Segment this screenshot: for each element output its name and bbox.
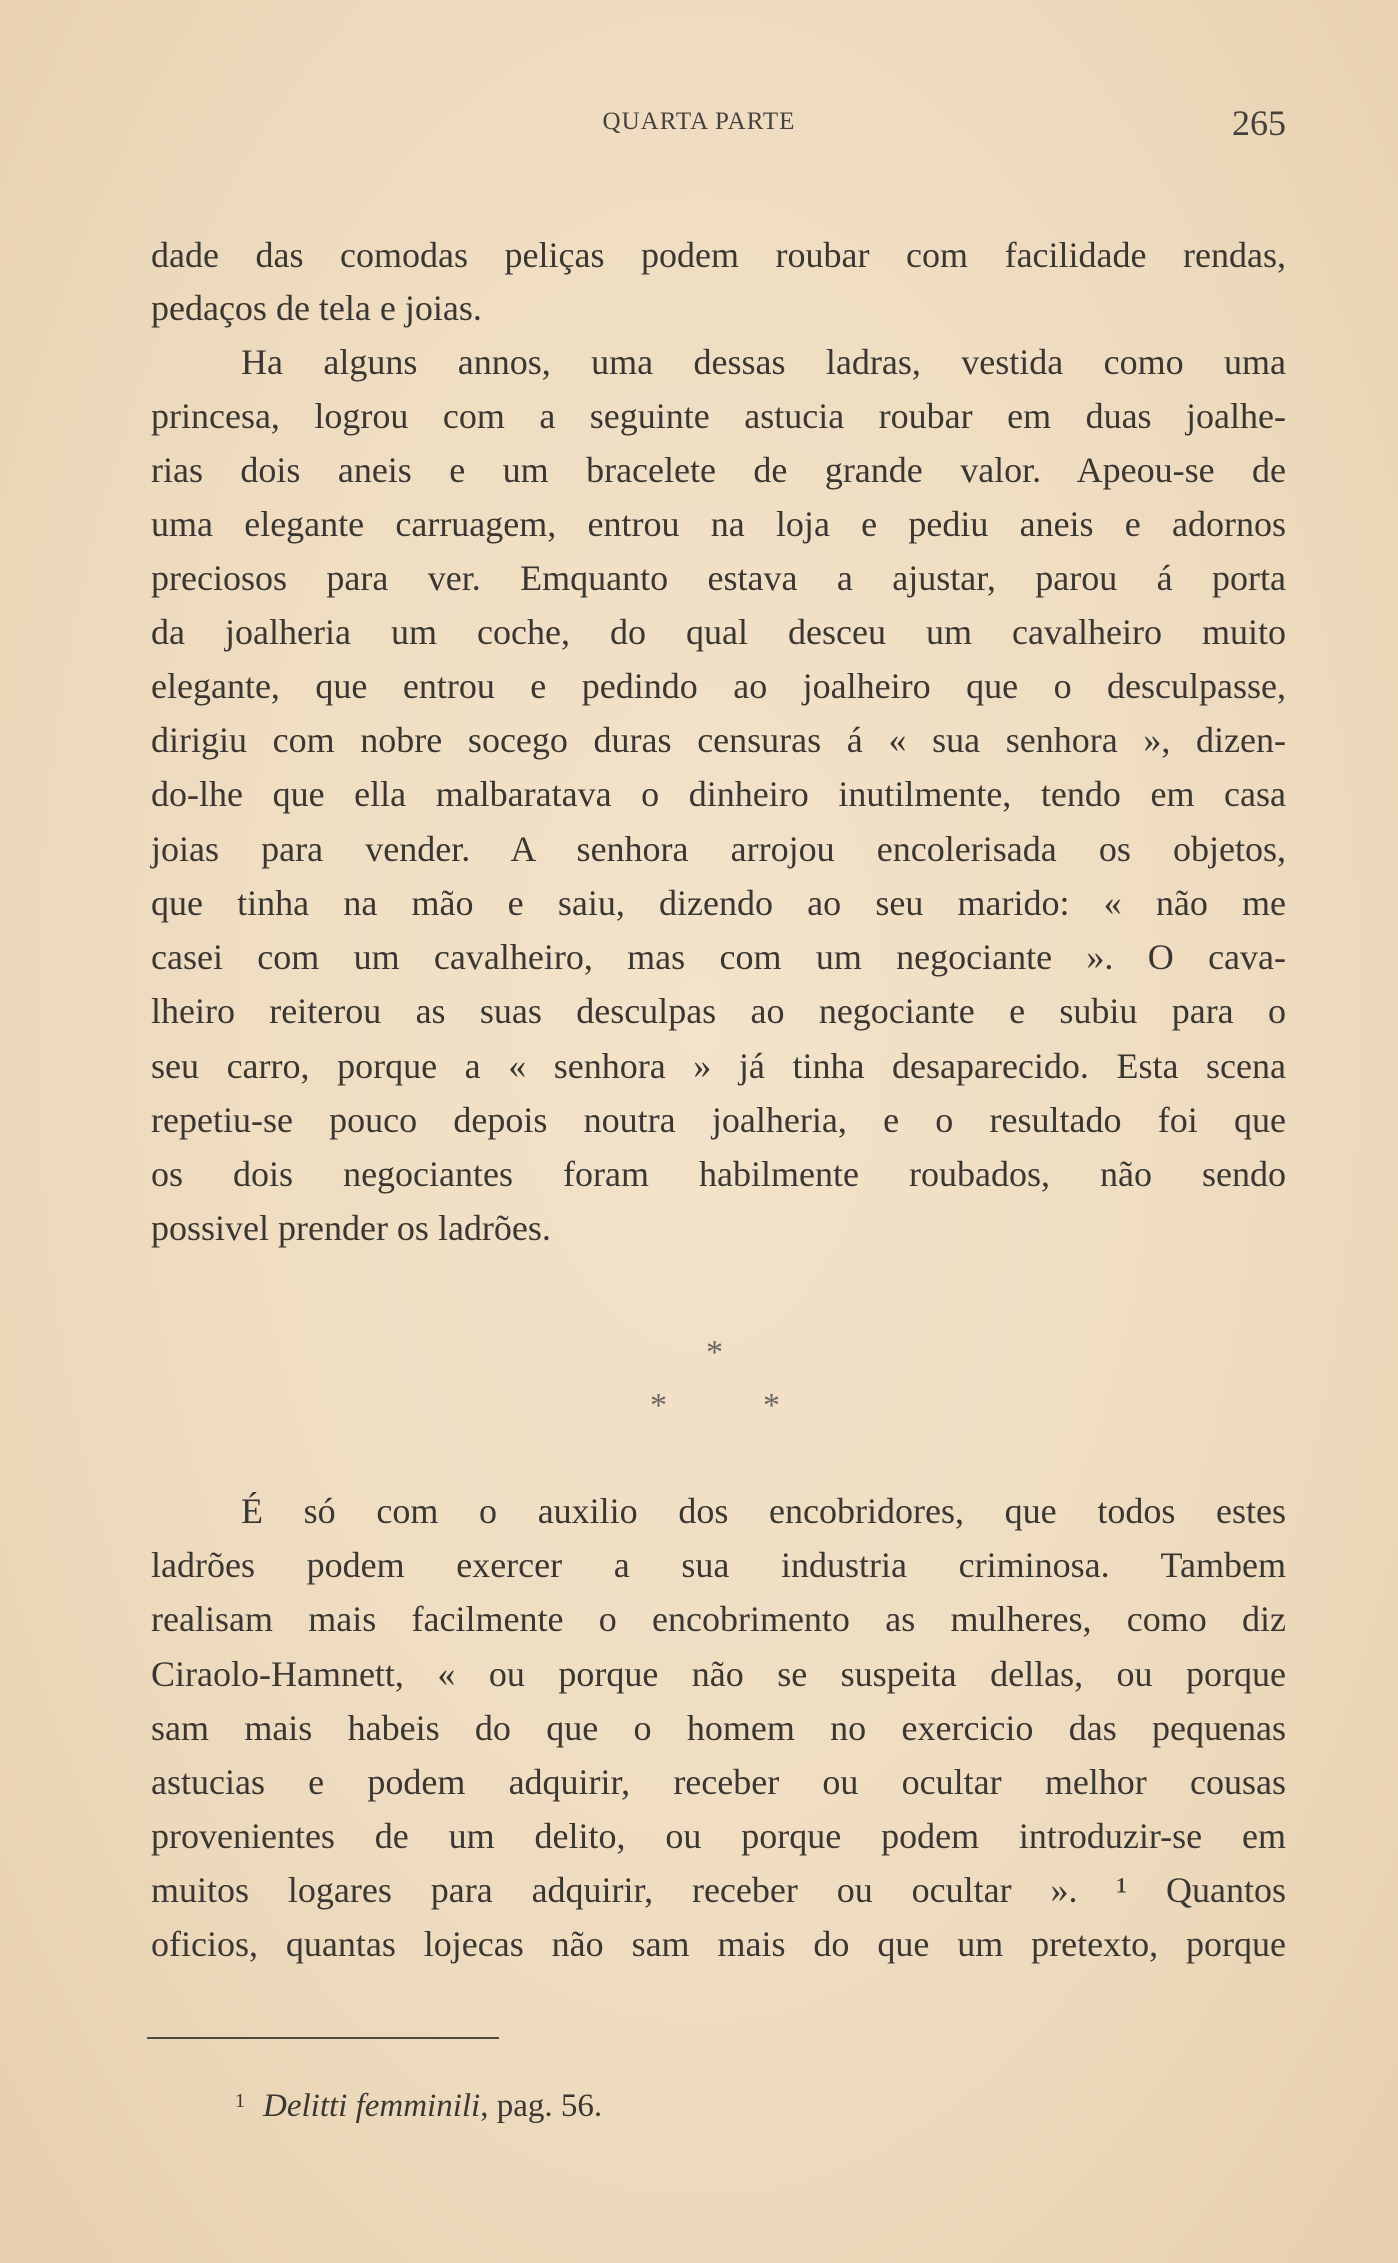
footnote-marker: 1 [235, 2090, 245, 2112]
text-line: possivel prender os ladrões. [151, 1208, 551, 1248]
text-line: Ciraolo-Hamnett, « ou porque não se suspeita dellas, ou porque [151, 1654, 1286, 1694]
text-line: realisam mais facilmente o encobrimento as mulheres, como diz [151, 1599, 1286, 1639]
text-line: rias dois aneis e um bracelete de grande valor. Apeou-se de [151, 450, 1286, 490]
text-line: Ha alguns annos, uma dessas ladras, vestida como uma [241, 342, 1286, 382]
footnote-title: Delitti femminili [263, 2088, 481, 2124]
text-line: os dois negociantes foram habilmente roubados, não sendo [151, 1154, 1286, 1194]
text-line: muitos logares para adquirir, receber ou ocultar ». ¹ Quantos [151, 1870, 1286, 1910]
text-line: preciosos para ver. Emquanto estava a ajustar, parou á porta [151, 558, 1286, 598]
text-line: oficios, quantas lojecas não sam mais do que um pretexto, porque [151, 1924, 1286, 1964]
footnote [235, 2088, 602, 2125]
asterisk-icon: * [650, 1387, 667, 1424]
text-line: ladrões podem exercer a sua industria criminosa. Tambem [151, 1545, 1286, 1585]
asterisk-icon: * [706, 1334, 723, 1371]
text-line: dade das comodas peliças podem roubar com facilidade rendas, [151, 235, 1286, 275]
text-line: provenientes de um delito, ou porque podem introduzir-se em [151, 1816, 1286, 1856]
asterisk-icon: * [763, 1387, 780, 1424]
text-line: joias para vender. A senhora arrojou encolerisada os objetos, [151, 829, 1286, 869]
text-line: que tinha na mão e saiu, dizendo ao seu marido: « não me [151, 883, 1286, 923]
footnote-page: , pag. 56. [480, 2088, 603, 2124]
running-title: QUARTA PARTE [602, 108, 796, 135]
text-line: pedaços de tela e joias. [151, 288, 482, 328]
text-line: seu carro, porque a « senhora » já tinha desaparecido. Esta scena [151, 1046, 1286, 1086]
text-line: dirigiu com nobre socego duras censuras á « sua senhora », dizen- [151, 720, 1286, 760]
text-line: elegante, que entrou e pedindo ao joalheiro que o desculpasse, [151, 666, 1286, 706]
text-line: casei com um cavalheiro, mas com um negociante ». O cava- [151, 937, 1286, 977]
text-line: sam mais habeis do que o homem no exercicio das pequenas [151, 1708, 1286, 1748]
text-line: uma elegante carruagem, entrou na loja e pediu aneis e adornos [151, 504, 1286, 544]
text-line: princesa, logrou com a seguinte astucia roubar em duas joalhe- [151, 396, 1286, 436]
footnote-rule [147, 2037, 499, 2039]
text-line: da joalheria um coche, do qual desceu um cavalheiro muito [151, 612, 1286, 652]
page-number: 265 [1232, 103, 1286, 143]
text-line: É só com o auxilio dos encobridores, que todos estes [241, 1491, 1286, 1531]
text-line: repetiu-se pouco depois noutra joalheria, e o resultado foi que [151, 1100, 1286, 1140]
text-line: lheiro reiterou as suas desculpas ao negociante e subiu para o [151, 991, 1286, 1031]
text-line: astucias e podem adquirir, receber ou ocultar melhor cousas [151, 1762, 1286, 1802]
text-line: do-lhe que ella malbaratava o dinheiro inutilmente, tendo em casa [151, 774, 1286, 814]
